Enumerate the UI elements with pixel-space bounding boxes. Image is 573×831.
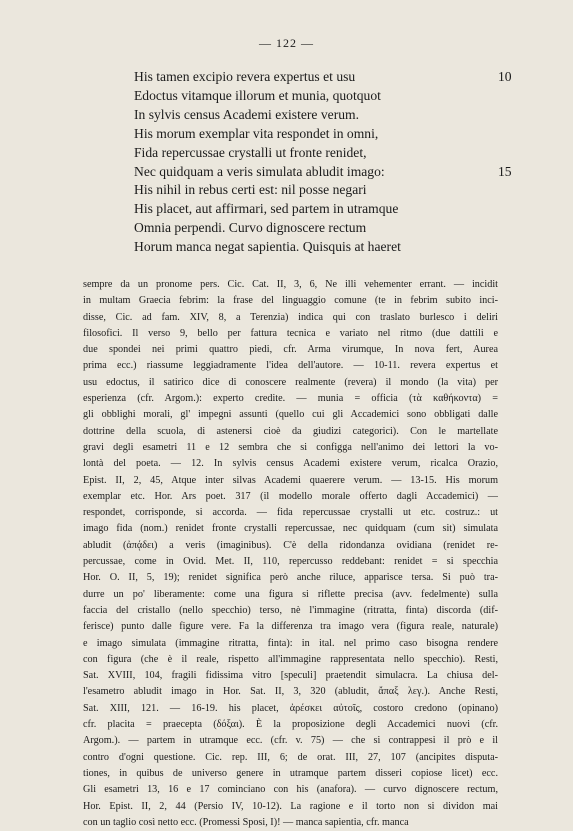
verse-line <box>134 163 524 182</box>
verse-text: Edoctus vitamque illorum et munia, quotquot <box>134 87 381 103</box>
commentary-line: Epist. II, 2, 45, Atque inter silvas Academi quaerere verum. — 13-15. His morum <box>83 474 498 486</box>
commentary-line: e imago simulata (immagine ritratta, finta): in ital. nel primo caso bisogna rendere <box>83 637 498 649</box>
verse-line-number: 15 <box>498 163 512 179</box>
commentary-line: sempre da un pronome pers. Cic. Cat. II, 3, 6, Ne illi vehementer errant. — incidit <box>83 279 498 290</box>
verse-text: In sylvis census Academi existere verum. <box>134 106 359 122</box>
commentary-line: con un taglio così netto ecc. (Promessi Sposi, I)! — manca sapientia, cfr. manca <box>83 816 409 828</box>
commentary-line: Hor. Epist. II, 2, 44 (Persio IV, 10-12). La ragione e il torto non si dividon mai <box>83 800 498 812</box>
commentary-line: usu edoctus, il satirico dice di conoscere realmente (revera) il mondo (la vita) per <box>83 376 498 388</box>
verse-line-number: 10 <box>498 69 512 84</box>
commentary-line: con figura (che è il reale, rispetto all'immagine rappresentata nello specchio). Resti, <box>83 653 498 665</box>
verse-line <box>134 106 524 125</box>
commentary-line: gli obblighi morali, gl' impegni assunti (quello cui gli Accademici sono obbligati dalle <box>83 409 498 421</box>
commentary-line: Argom.). — partem in utramque ecc. (cfr. v. 75) — che si contrappesi il prò e il <box>83 735 498 747</box>
verse-line <box>134 144 524 163</box>
commentary-line: due spondei nei primi quattro piedi, cfr. Arma virumque, In nova fert, Aurea <box>83 344 498 356</box>
verse-line <box>134 219 524 238</box>
commentary-line: cfr. placita = praecepta (δόξαι). È la proposizione degli Accademici nuovi (cfr. <box>83 719 498 731</box>
commentary-line: esperienza (cfr. Argom.): experto credite. — munia = officia (τὰ καθήκοντα) = <box>83 393 498 405</box>
verse-line <box>134 181 524 200</box>
verse-block <box>134 68 524 257</box>
commentary-line: Sat. XIII, 121. — 16-19. his placet, ἀρέσκει αὐτοῖς, costoro credono (opinano) <box>83 702 498 714</box>
verse-line <box>134 87 524 106</box>
commentary-line: Hor. O. II, 5, 19); renidet significa però anche riluce, apparisce tersa. Si può tra- <box>83 572 498 584</box>
commentary-line: dottrine della scuola, di astenersi cioè da giudizi categorici). Con le martellate <box>83 425 498 437</box>
verse-text: Fida repercussae crystalli ut fronte renidet, <box>134 144 367 160</box>
commentary-line: durre un po' liberamente: come una figura si riflette precisa (avv. fedelmente) sulla <box>83 588 498 600</box>
commentary-block <box>83 277 498 831</box>
verse-text: His nihil in rebus certi est: nil posse negari <box>134 182 367 198</box>
commentary-line: tiones, in quibus de universo genere in utramque partem disseri copiose licet) ecc. <box>83 767 498 779</box>
commentary-line: respondet, corrisponde, si accorda. — fida repercussae crystalli ut etc. costruz.: ut <box>83 507 498 519</box>
commentary-line: imago fida (nom.) renidet fronte crystalli repercussae, nec quidquam (cum sit) simulata <box>83 523 498 535</box>
verse-text: Nec quidquam a veris simulata abludit imago: <box>134 163 385 179</box>
verse-text: His morum exemplar vita respondet in omni, <box>134 125 379 141</box>
verse-text: Horum manca negat sapientia. Quisquis at haeret <box>134 239 401 255</box>
verse-text: Omnia perpendi. Curvo dignoscere rectum <box>134 220 367 236</box>
commentary-line: l'esametro abludit imago in Hor. Sat. II, 3, 320 (abludit, ἄπαξ λεγ.). Anche Resti, <box>83 686 498 698</box>
commentary-line: in multam Graecia febrim: la frase del linguaggio comune (te in febrim subito inci- <box>83 295 498 307</box>
commentary-line: faccia del cristallo (nello specchio) terso, nè l'immagine (ritratta, finta) discorda (dif- <box>83 604 498 616</box>
commentary-line: filosofici. Il verso 9, bello per fattura tecnica e variato nel ritmo (due dattili e <box>83 327 498 339</box>
verse-line <box>134 200 524 219</box>
commentary-line: Gli esametri 13, 16 e 17 cominciano con his (anafora). — curvo dignoscere rectum, <box>83 784 498 796</box>
verse-line <box>134 68 524 87</box>
verse-line <box>134 238 524 257</box>
verse-text: His tamen excipio revera expertus et usu <box>134 69 356 84</box>
commentary-line: contro d'ogni questione. Cic. rep. III, 6; de orat. III, 27, 107 (ancipites disputa- <box>83 751 498 763</box>
commentary-line: prima ecc.) riassume leggiadramente l'idea dell'autore. — 10-11. revera expertus et <box>83 360 498 372</box>
verse-line <box>134 125 524 144</box>
page-number: — 122 — <box>259 36 314 50</box>
verse-text: His placet, aut affirmari, sed partem in utramque <box>134 201 399 217</box>
commentary-line: lontà del poeta. — 12. In sylvis census Academi existere verum, ricalca Orazio, <box>83 458 498 470</box>
commentary-line: gravi degli esametri 11 e 12 sembra che si configga nell'animo dei lettori la vo- <box>83 441 498 453</box>
commentary-line: disse, Cic. ad fam. XIV, 8, a Terenzia) indica qui con traslato burlesco i deliri <box>83 311 498 323</box>
commentary-line: ferisce) punto dalle figure vere. Fa la differenza tra imago vera (figura reale, naturale) <box>83 621 498 633</box>
commentary-line: exemplar etc. Hor. Ars poet. 317 (il modello morale offerto dagli Accademici) — <box>83 490 498 502</box>
commentary-line: Sat. XVIII, 104, fragili fidissima vitro [speculi] praetendit simulacra. La chiusa del- <box>83 670 498 682</box>
commentary-line: percussae, come in Ovid. Met. II, 110, repercusso reddebant: renidet = si specchia <box>83 556 498 568</box>
commentary-line: abludit (ἀπᾴδει) a veris (imaginibus). C'è della ridondanza ovidiana (renidet re- <box>83 539 498 551</box>
